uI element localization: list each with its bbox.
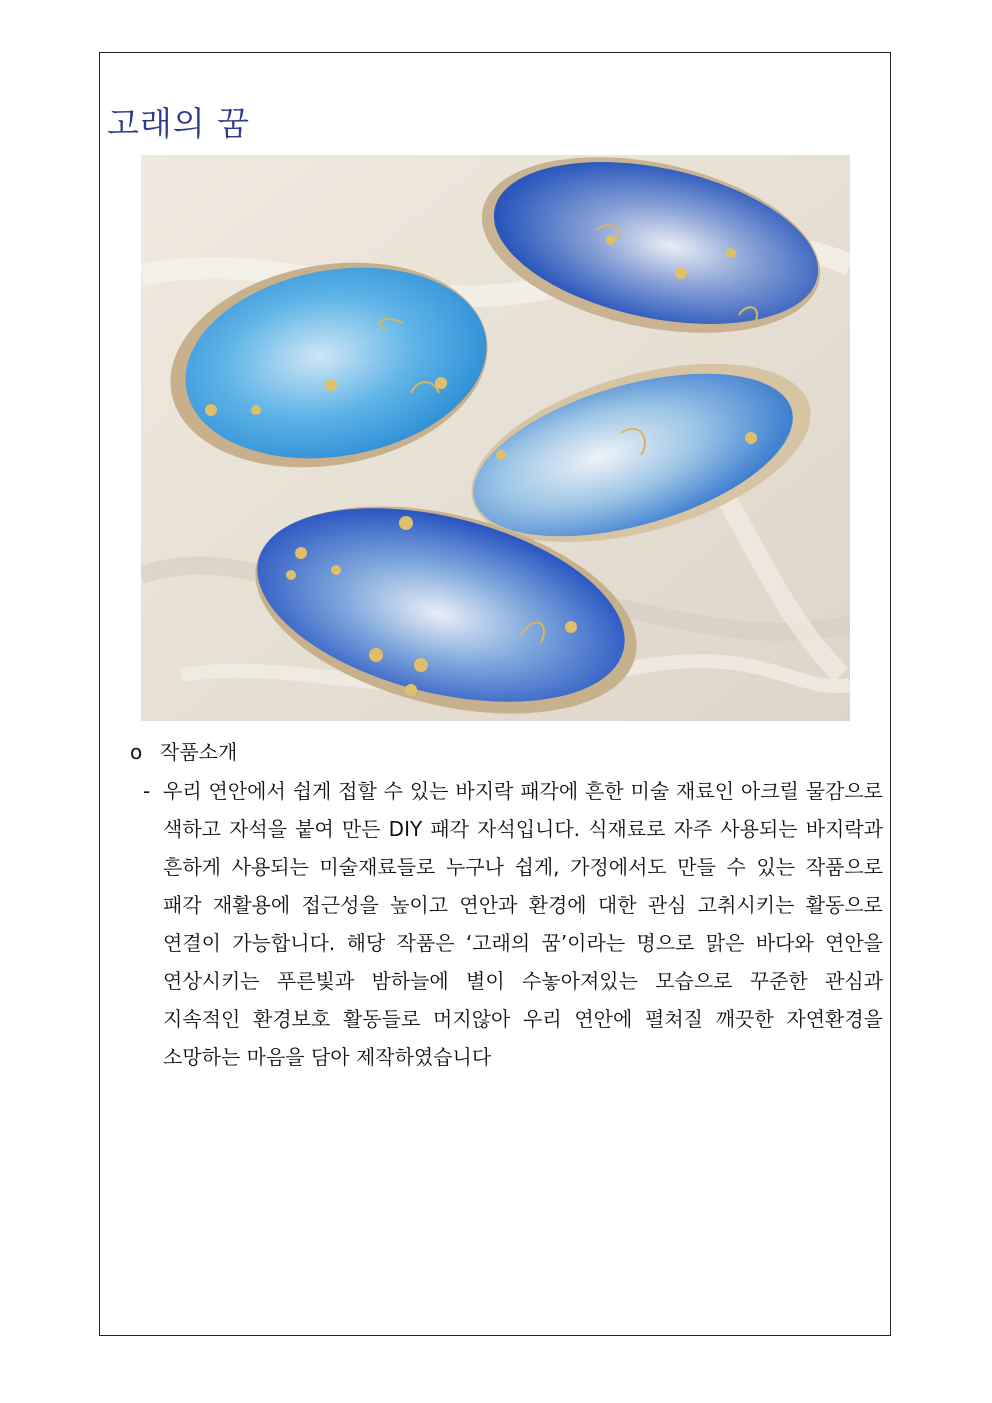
artwork-photo xyxy=(141,155,850,721)
description-text: 우리 연안에서 쉽게 접할 수 있는 바지락 패각에 흔한 미술 재료인 아크릴 물감으로 색하고 자석을 붙여 만든 DIY 패각 자석입니다. 식재료로 자주 사용되는 바지락과 흔하게 사용되는 미술재료들로 누구나 쉽게, 가정에서도 만들 수 있는 작품으로 패각 재활용에 접근성을 높이고 연안과 환경에 대한 관심 고취시키는 활동으로 연결이 가능합니다. 해당 작품은 ‘고래의 꿈’이라는 명으로 맑은 바다와 연안을 연상시키는 푸른빛과 밤하늘에 별이 수놓아져있는 모습으로 꾸준한 관심과 지속적인 환경보호 활동들로 머지않아 우리 연안에 펼쳐질 깨끗한 자연환경을 소망하는 마음을 담아 제작하였습니다 xyxy=(163,779,883,1069)
bullet-marker: o xyxy=(130,740,143,764)
description-block xyxy=(143,772,883,1076)
page-title: 고래의 꿈 xyxy=(107,104,251,143)
dash-marker: - xyxy=(143,779,151,803)
section-heading xyxy=(130,736,237,765)
section-heading-text: 작품소개 xyxy=(160,740,238,764)
